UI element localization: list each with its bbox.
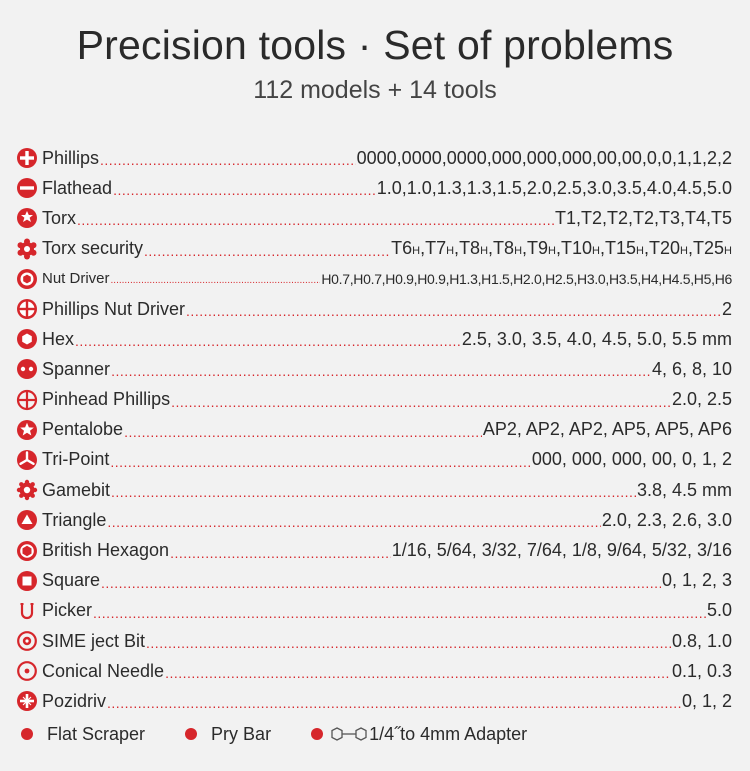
- spec-row-pinhead-phillips: [16, 385, 732, 415]
- spec-value: T1,T2,T2,T2,T3,T4,T5: [554, 207, 732, 228]
- square-icon: [16, 570, 38, 592]
- spec-row-phillips-nut-driver: [16, 294, 732, 324]
- spec-label: Hex: [42, 328, 75, 349]
- spec-value: 2.0, 2.3, 2.6, 3.0: [601, 509, 732, 530]
- dot-icon: [311, 728, 323, 740]
- leader-dots: [124, 424, 482, 440]
- page-title: Precision tools · Set of problems: [76, 22, 674, 68]
- accessory-flat-scraper: [21, 724, 145, 745]
- spec-label: Pozidriv: [42, 690, 107, 711]
- gamebit-icon: [16, 479, 38, 501]
- leader-dots: [186, 303, 721, 319]
- spec-row-tri-point: [16, 445, 732, 475]
- spec-row-sime-ject-bit: [16, 626, 732, 656]
- spec-value: 0.1, 0.3: [671, 660, 732, 681]
- spec-row-pozidriv: [16, 686, 732, 716]
- spec-value: H0.7,H0.7,H0.9,H0.9,H1.3,H1.5,H2.0,H2.5,H3.0,H3.5,H4,H4.5,H5,H6: [321, 270, 732, 287]
- spec-value: 0000,0000,0000,000,000,000,00,00,0,0,1,1,2,2: [356, 147, 732, 168]
- spec-value: AP2, AP2, AP2, AP5, AP5, AP6: [482, 419, 732, 440]
- hex-icon: [16, 328, 38, 350]
- leader-dots: [75, 333, 461, 349]
- british-hexagon-icon: [16, 540, 38, 562]
- spec-value: 000, 000, 000, 00, 0, 1, 2: [531, 449, 732, 470]
- spec-row-picker: [16, 596, 732, 626]
- leader-dots: [93, 605, 706, 621]
- picker-icon: [16, 600, 38, 622]
- spec-row-hex: [16, 324, 732, 354]
- spec-label: SIME ject Bit: [42, 630, 146, 651]
- adapter-icon: [331, 726, 367, 742]
- spec-row-gamebit: [16, 475, 732, 505]
- leader-dots: [111, 275, 321, 286]
- leader-dots: [170, 545, 391, 561]
- spec-label: Torx security: [42, 238, 144, 259]
- spec-label: Triangle: [42, 509, 107, 530]
- torx-security-icon: [16, 238, 38, 260]
- spec-label: Pentalobe: [42, 419, 124, 440]
- spec-value: 1.0,1.0,1.3,1.3,1.5,2.0,2.5,3.0,3.5,4.0,4.5,5.0: [376, 177, 732, 198]
- leader-dots: [77, 212, 554, 228]
- page-subtitle: 112 models + 14 tools: [253, 76, 497, 104]
- flathead-icon: [16, 177, 38, 199]
- spec-value: 2: [721, 298, 732, 319]
- leader-dots: [146, 635, 671, 651]
- spec-label: Picker: [42, 600, 93, 621]
- torx-icon: [16, 207, 38, 229]
- spec-row-torx: [16, 203, 732, 233]
- spec-label: Nut Driver: [42, 270, 110, 288]
- leader-dots: [110, 454, 530, 470]
- spec-label: Torx: [42, 207, 77, 228]
- spec-value: 0, 1, 2, 3: [661, 570, 732, 591]
- spec-list: [16, 143, 732, 717]
- spec-row-nut-driver: [16, 264, 732, 294]
- spec-row-spanner: [16, 354, 732, 384]
- spec-label: Gamebit: [42, 479, 111, 500]
- spec-row-conical-needle: [16, 656, 732, 686]
- spec-label: Phillips Nut Driver: [42, 298, 186, 319]
- accessory-pry-bar: [185, 724, 271, 745]
- sime-ject-bit-icon: [16, 630, 38, 652]
- pozidriv-icon: [16, 690, 38, 712]
- accessory-label: 1/4˝to 4mm Adapter: [369, 723, 528, 744]
- leader-dots: [100, 152, 356, 168]
- dot-icon: [21, 728, 33, 740]
- dot-icon: [185, 728, 197, 740]
- spec-value: 2.0, 2.5: [671, 389, 732, 410]
- leader-dots: [107, 514, 601, 530]
- spec-row-square: [16, 566, 732, 596]
- leader-dots: [107, 695, 681, 711]
- pinhead-phillips-icon: [16, 389, 38, 411]
- spec-label: Square: [42, 570, 101, 591]
- spec-row-torx-security: [16, 234, 732, 264]
- accessory-row: [16, 721, 732, 747]
- spec-label: Flathead: [42, 177, 113, 198]
- spec-value: 4, 6, 8, 10: [651, 358, 732, 379]
- phillips-icon: [16, 147, 38, 169]
- leader-dots: [165, 665, 671, 681]
- spec-value: 5.0: [706, 600, 732, 621]
- spec-row-flathead: [16, 173, 732, 203]
- tri-point-icon: [16, 449, 38, 471]
- nut-driver-icon: [16, 268, 38, 290]
- spec-row-triangle: [16, 505, 732, 535]
- accessory-label: Pry Bar: [211, 723, 272, 744]
- accessory-label: Flat Scraper: [47, 723, 146, 744]
- spec-label: Pinhead Phillips: [42, 389, 171, 410]
- leader-dots: [101, 575, 661, 591]
- spec-label: Phillips: [42, 147, 100, 168]
- conical-needle-icon: [16, 660, 38, 682]
- spec-row-pentalobe: [16, 415, 732, 445]
- spec-value-torx-security: T6H,T7H,T8H,T8H,T9H,T10H,T15H,T20H,T25H: [391, 238, 732, 259]
- spec-row-british-hexagon: [16, 535, 732, 565]
- spec-row-phillips: [16, 143, 732, 173]
- triangle-icon: [16, 509, 38, 531]
- spec-value: 0.8, 1.0: [671, 630, 732, 651]
- leader-dots: [171, 394, 671, 410]
- spec-value: 2.5, 3.0, 3.5, 4.0, 4.5, 5.0, 5.5 mm: [461, 328, 732, 349]
- accessory-adapter: [311, 724, 527, 745]
- phillips-nut-driver-icon: [16, 298, 38, 320]
- leader-dots: [113, 182, 376, 198]
- spec-value: 3.8, 4.5 mm: [636, 479, 732, 500]
- spec-value: 0, 1, 2: [681, 690, 732, 711]
- leader-dots: [144, 243, 390, 259]
- spec-value: 1/16, 5/64, 3/32, 7/64, 1/8, 9/64, 5/32, 3/16: [391, 540, 732, 561]
- spanner-icon: [16, 358, 38, 380]
- leader-dots: [111, 363, 651, 379]
- leader-dots: [111, 484, 636, 500]
- spec-label: Spanner: [42, 358, 111, 379]
- spec-label: British Hexagon: [42, 540, 170, 561]
- spec-label: Conical Needle: [42, 660, 165, 681]
- spec-label: Tri-Point: [42, 449, 110, 470]
- pentalobe-icon: [16, 419, 38, 441]
